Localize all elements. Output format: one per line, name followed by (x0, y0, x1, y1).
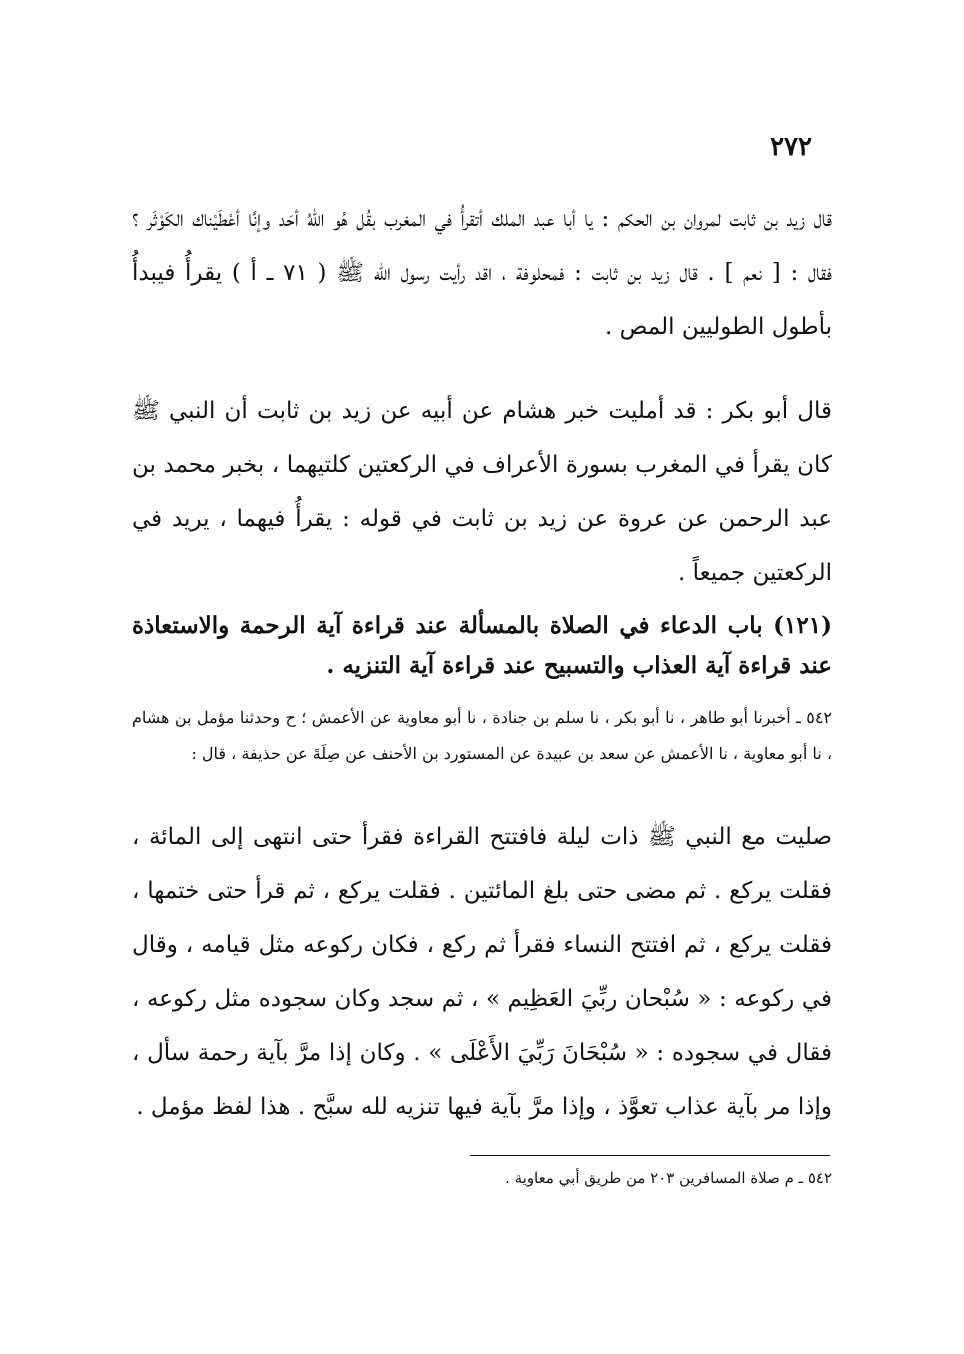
hadith-text: صليت مع النبي ﷺ ذات ليلة فافتتح القراءة فقرأ حتى انتهى إلى المائة ، فقلت يركع . ثم مضى حتى بلغ المائتين . فقلت يركع ، ثم قرأ حتى ختمها ، فقلت يركع ، ثم افتتح النساء فقرأ ثم ركع ، فكان ركوعه مثل قيامه ، وقال في ركوعه : « سُبْحان ربِّيَ العَظِيم » ، ثم سجد وكان سجوده مثل ركوعه ، فقال في سجوده : « سُبْحَانَ رَبِّيَ الأَعْلَى » . وكان إذا مرَّ بآية رحمة سأل ، وإذا مر بآية عذاب تعوَّذ ، وإذا مرَّ بآية فيها تنزيه لله سبَّح . هذا لفظ مؤمل . (132, 824, 832, 1120)
page-number: ٢٧٢ (770, 132, 812, 162)
chapter-heading: (١٢١) باب الدعاء في الصلاة بالمسألة عند قراءة آية الرحمة والاستعاذة عند قراءة آية العذاب والتسبيح عند قراءة آية التنزيه . (132, 612, 832, 679)
paragraph-zaid-ibn-thabit: قال زيد بن ثابت لمروان بن الحكم : يا أبا عبد الملك أتقرأُ في المغرب بقُل هُو اللهُ أحَد وإنَّا أعْطَيْناك الكَوْثَر ؟ فقال : [ نعم ] . قال زيد بن ثابت : فمحلوفة ، اقد رأيت رسول الله ﷺ ( ٧١ ـ أ ) يقرأُ فيبدأُ بأطول الطوليين المص . (132, 206, 832, 340)
footnote-divider (470, 1155, 830, 1156)
hadith-chain-of-narration: ٥٤٢ ـ أخبرنا أبو طاهر ، نا أبو بكر ، نا سلم بن جنادة ، نا أبو معاوية عن الأعمش ؛ ح وحدثنا مؤمل بن هشام ، نا أبو معاوية ، نا الأعمش عن سعد بن عبيدة عن المستورد بن الأحنف عن صِلَةَ عن حذيفة ، قال : (132, 708, 832, 763)
footnote: ٥٤٢ ـ م صلاة المسافرين ٢٠٣ من طريق أبي معاوية . (505, 1169, 832, 1187)
paragraph-abu-bakr: قال أبو بكر : قد أمليت خبر هشام عن أبيه عن زيد بن ثابت أن النبي ﷺ كان يقرأ في المغرب بسورة الأعراف في الركعتين كلتيهما ، بخبر محمد بن عبد الرحمن عن عروة عن زيد بن ثابت في قوله : يقرأُ فيهما ، يريد في الركعتين جميعاً . (132, 398, 832, 586)
